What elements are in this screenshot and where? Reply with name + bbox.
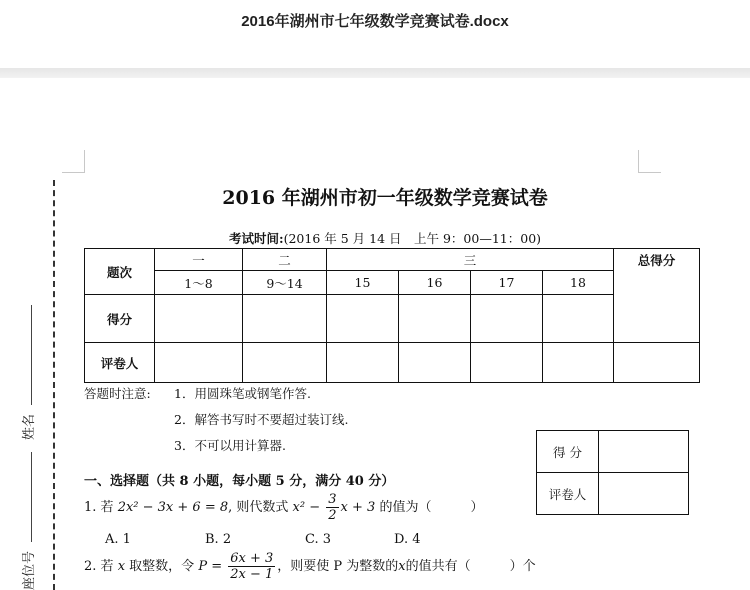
q1-equation: 2x² − 3x + 6 = 8	[117, 500, 229, 515]
subcol-5: 17	[471, 271, 543, 295]
section-score-cell[interactable]	[599, 431, 689, 473]
q1-option-a[interactable]: A. 1	[105, 532, 131, 547]
q1-frac-num: 3	[328, 492, 337, 507]
q1-prefix: 1. 若	[84, 500, 114, 515]
q2-var2: x	[398, 559, 406, 574]
subcol-6: 18	[543, 271, 614, 295]
q2-suffix: 的值共有（ ）个	[405, 559, 536, 574]
section-grader-box	[536, 430, 689, 515]
q1-option-d[interactable]: D. 4	[394, 532, 421, 547]
exam-time-label: 考试时间:	[228, 231, 284, 246]
section-score-label: 得 分	[537, 431, 599, 473]
subcol-4: 16	[399, 271, 471, 295]
q1-suffix: 的值为（ ）	[379, 500, 484, 515]
note-item-2: 2．解答书写时不要超过装订线.	[174, 412, 349, 427]
exam-time	[120, 229, 650, 247]
q1-frac-den: 2	[328, 508, 337, 523]
document-filename: 2016年湖州市七年级数学竞赛试卷.docx	[241, 13, 509, 30]
q2-frac-num: 6x + 3	[230, 551, 274, 566]
total-score-header: 总得分	[614, 249, 700, 343]
title-bar	[0, 0, 750, 68]
q1-mid: , 则代数式	[228, 500, 289, 515]
grader-cell[interactable]	[327, 343, 399, 383]
toolbar-separator	[0, 68, 750, 78]
q1-option-b[interactable]: B. 2	[205, 532, 232, 547]
note-item-1: 1．用圆珠笔或钢笔作答.	[174, 386, 311, 401]
notes-label: 答题时注意:	[84, 386, 151, 401]
binding-line	[53, 180, 55, 590]
row-header-grader: 评卷人	[85, 343, 155, 383]
margin-corner-top-left	[62, 150, 85, 173]
row-header-question: 题次	[85, 249, 155, 295]
score-cell[interactable]	[399, 295, 471, 343]
grader-cell[interactable]	[399, 343, 471, 383]
group-3: 三	[327, 249, 614, 271]
grader-cell[interactable]	[155, 343, 243, 383]
section-grader-label: 评卷人	[537, 473, 599, 515]
margin-corner-top-right	[638, 150, 661, 173]
group-1: 一	[155, 249, 243, 271]
seat-underline	[31, 452, 32, 542]
grader-cell[interactable]	[243, 343, 327, 383]
q2-frac-den: 2x − 1	[230, 567, 274, 582]
q2-var: x	[117, 559, 126, 574]
q2-mid2: ，则要使 P 为整数的	[277, 559, 399, 574]
q1-fraction	[326, 492, 338, 523]
score-cell[interactable]	[243, 295, 327, 343]
q2-prefix: 2. 若	[84, 559, 114, 574]
question-2	[84, 551, 536, 582]
q2-fraction	[228, 551, 275, 582]
total-score-cell[interactable]	[614, 343, 700, 383]
q1-expr-b: x + 3	[340, 500, 376, 515]
score-cell[interactable]	[155, 295, 243, 343]
score-cell[interactable]	[327, 295, 399, 343]
group-2: 二	[243, 249, 327, 271]
score-table	[84, 248, 700, 383]
exam-title: 2016 年湖州市初一年级数学竞赛试卷	[222, 187, 548, 209]
score-cell[interactable]	[543, 295, 614, 343]
q2-lhs: P =	[198, 559, 223, 574]
q1-option-c[interactable]: C. 3	[305, 532, 332, 547]
exam-time-value: (2016 年 5 月 14 日 上午 9：00—11：00)	[283, 231, 542, 246]
subcol-2: 9～14	[243, 271, 327, 295]
section-heading: 一、选择题（共 8 小题，每小题 5 分，满分 40 分）	[84, 474, 395, 489]
seat-label: 座位号	[22, 550, 37, 590]
q1-expr-a: x² −	[292, 500, 321, 515]
name-label: 姓名	[22, 413, 37, 440]
name-underline	[31, 305, 32, 405]
subcol-1: 1～8	[155, 271, 243, 295]
q2-mid1: 取整数，令	[129, 559, 195, 574]
section-grader-cell[interactable]	[599, 473, 689, 515]
score-cell[interactable]	[471, 295, 543, 343]
note-item-3: 3．不可以用计算器.	[174, 438, 286, 453]
question-1	[84, 492, 483, 523]
row-header-score: 得分	[85, 295, 155, 343]
grader-cell[interactable]	[471, 343, 543, 383]
grader-cell[interactable]	[543, 343, 614, 383]
subcol-3: 15	[327, 271, 399, 295]
